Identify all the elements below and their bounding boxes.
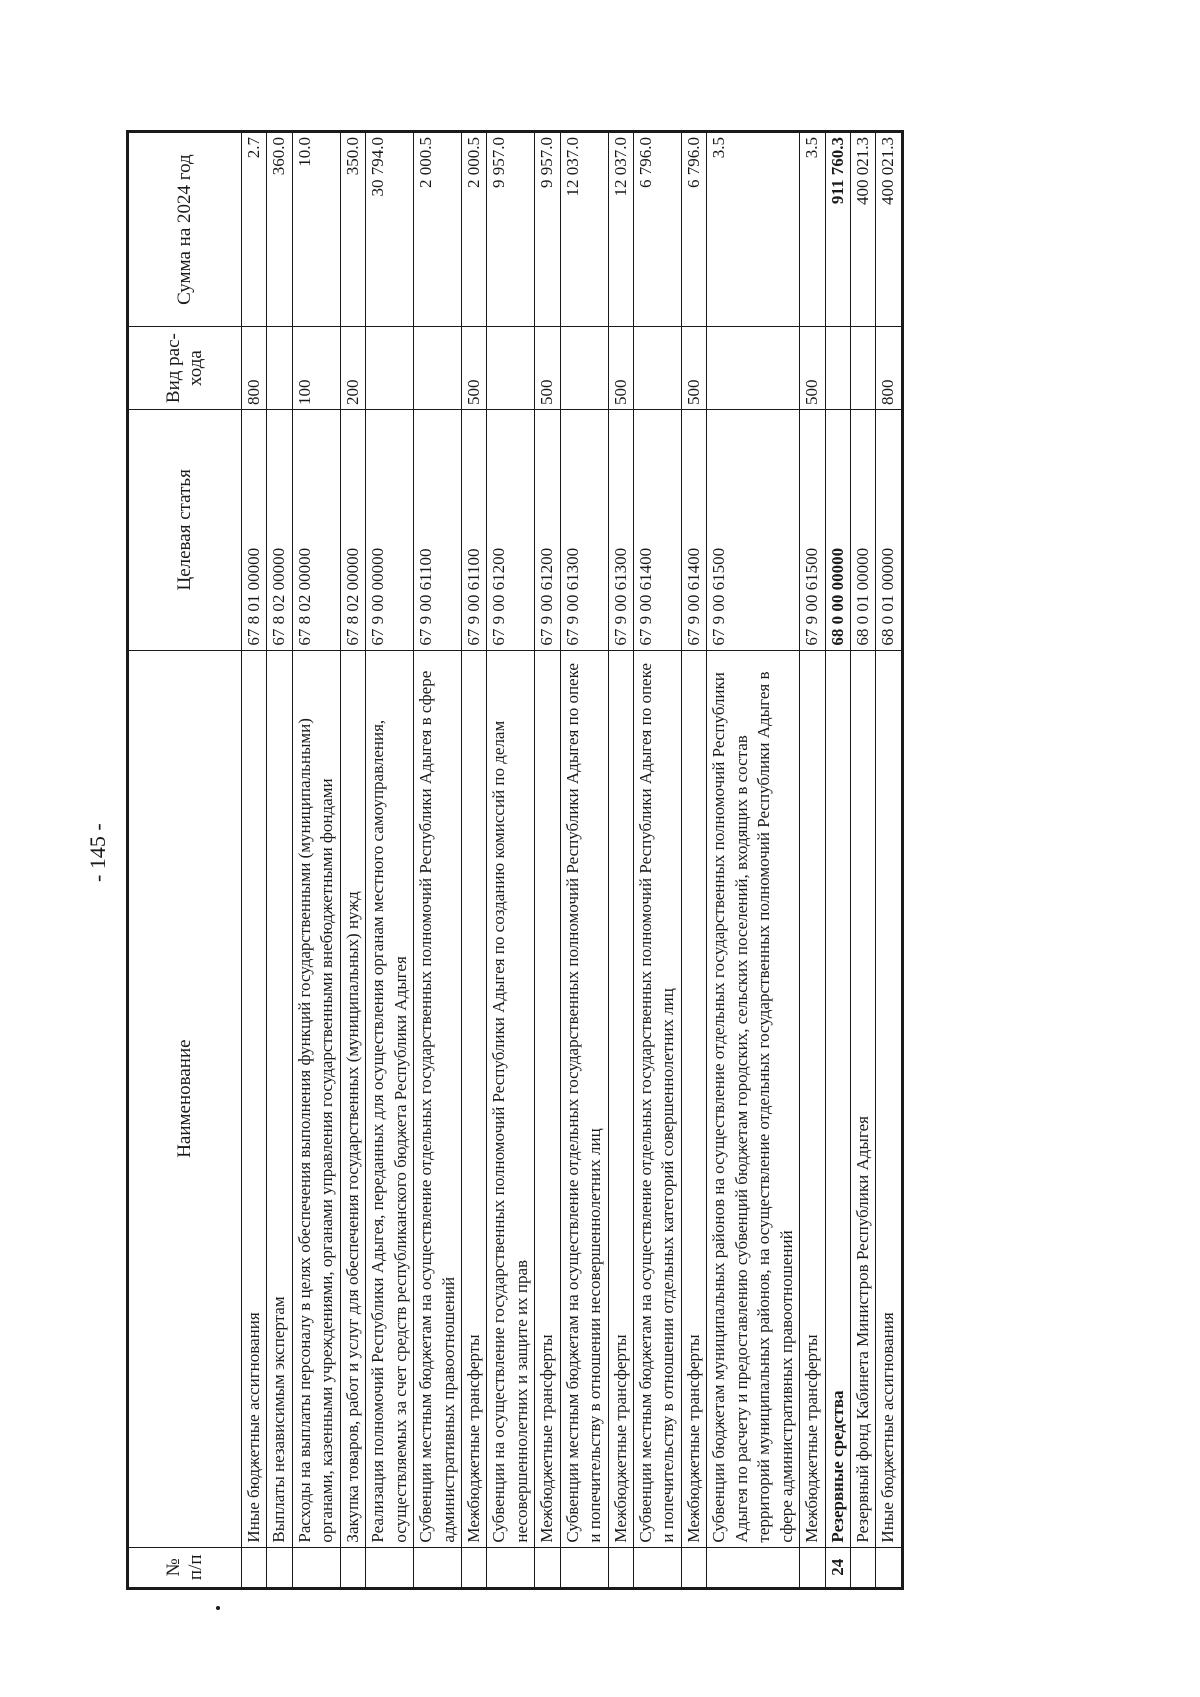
table-row <box>608 132 633 1589</box>
cell-article: 67 9 00 61300 <box>560 410 608 651</box>
table-row <box>707 132 800 1589</box>
table-row <box>800 132 825 1589</box>
cell-name: Межбюджетные трансферты <box>608 650 633 1547</box>
table-row <box>560 132 608 1589</box>
table-row <box>414 132 462 1589</box>
cell-num <box>267 1547 292 1588</box>
cell-article: 67 9 00 61100 <box>461 410 486 651</box>
cell-sum: 360.0 <box>267 132 292 327</box>
cell-name: Межбюджетные трансферты <box>800 650 825 1547</box>
cell-article: 67 9 00 61300 <box>608 410 633 651</box>
cell-num <box>461 1547 486 1588</box>
cell-vid <box>487 327 535 410</box>
table-row <box>825 132 850 1589</box>
cell-num <box>707 1547 800 1588</box>
cell-article: 67 9 00 61500 <box>707 410 800 651</box>
cell-vid <box>850 327 875 410</box>
table-header-row <box>128 132 242 1589</box>
cell-vid <box>366 327 414 410</box>
cell-sum: 9 957.0 <box>535 132 560 327</box>
cell-article: 67 9 00 61100 <box>414 410 462 651</box>
cell-name: Иные бюджетные ассигнования <box>876 650 902 1547</box>
cell-num <box>876 1547 902 1588</box>
cell-name: Реализация полномочий Республики Адыгея, переданных для осуществления органам местного самоуправления, осуществляемых за счет средств республиканского бюджета Республики Адыгея <box>366 650 414 1547</box>
cell-vid <box>707 327 800 410</box>
cell-num <box>242 1547 267 1588</box>
cell-name: Субвенции местным бюджетам на осуществление отдельных государственных полномочий Республики Адыгея в сфере административных правоотношений <box>414 650 462 1547</box>
cell-article: 67 9 00 00000 <box>366 410 414 651</box>
cell-name: Межбюджетные трансферты <box>535 650 560 1547</box>
cell-name: Межбюджетные трансферты <box>461 650 486 1547</box>
cell-vid <box>825 327 850 410</box>
cell-vid <box>634 327 682 410</box>
cell-name: Иные бюджетные ассигнования <box>242 650 267 1547</box>
cell-vid: 800 <box>242 327 267 410</box>
cell-article: 67 8 02 00000 <box>292 410 340 651</box>
cell-num <box>800 1547 825 1588</box>
cell-sum: 400 021.3 <box>876 132 902 327</box>
table-row <box>461 132 486 1589</box>
cell-name: Субвенции местным бюджетам на осуществление отдельных государственных полномочий Республики Адыгея по опеке и попечительству в отношении отдельных категорий совершеннолетних лиц <box>634 650 682 1547</box>
table-row <box>876 132 902 1589</box>
table-row <box>487 132 535 1589</box>
cell-sum: 3.5 <box>800 132 825 327</box>
table-row <box>340 132 365 1589</box>
table-row <box>634 132 682 1589</box>
cell-article: 67 8 01 00000 <box>242 410 267 651</box>
cell-name: Выплаты независимым экспертам <box>267 650 292 1547</box>
page-number: - 145 - <box>85 823 110 882</box>
cell-num <box>681 1547 706 1588</box>
cell-name: Резервный фонд Кабинета Министров Республики Адыгея <box>850 650 875 1547</box>
cell-num: 24 <box>825 1547 850 1588</box>
cell-article: 68 0 00 00000 <box>825 410 850 651</box>
cell-vid: 500 <box>608 327 633 410</box>
cell-sum: 6 796.0 <box>681 132 706 327</box>
cell-sum: 3.5 <box>707 132 800 327</box>
table-row <box>681 132 706 1589</box>
cell-article: 67 8 02 00000 <box>340 410 365 651</box>
cell-sum: 12 037.0 <box>608 132 633 327</box>
cell-article: 67 9 00 61200 <box>535 410 560 651</box>
cell-vid: 500 <box>681 327 706 410</box>
cell-sum: 12 037.0 <box>560 132 608 327</box>
cell-vid <box>560 327 608 410</box>
cell-sum: 2 000.5 <box>414 132 462 327</box>
budget-table-wrapper <box>126 130 904 1590</box>
cell-sum: 400 021.3 <box>850 132 875 327</box>
cell-article: 67 9 00 61500 <box>800 410 825 651</box>
cell-vid <box>414 327 462 410</box>
cell-name: Закупка товаров, работ и услуг для обеспечения государственных (муниципальных) нужд <box>340 650 365 1547</box>
cell-num <box>850 1547 875 1588</box>
cell-vid: 500 <box>535 327 560 410</box>
cell-name: Субвенции местным бюджетам на осуществление отдельных государственных полномочий Республики Адыгея по опеке и попечительству в отношении несовершеннолетних лиц <box>560 650 608 1547</box>
cell-sum: 2 000.5 <box>461 132 486 327</box>
header-name: Наименование <box>128 650 242 1547</box>
cell-num <box>634 1547 682 1588</box>
cell-vid: 500 <box>800 327 825 410</box>
table-row <box>292 132 340 1589</box>
cell-vid <box>267 327 292 410</box>
cell-name: Субвенции на осуществление государственных полномочий Республики Адыгея по созданию комиссий по делам несовершеннолетних и защите их прав <box>487 650 535 1547</box>
cell-article: 68 0 01 00000 <box>850 410 875 651</box>
cell-sum: 911 760.3 <box>825 132 850 327</box>
cell-num <box>535 1547 560 1588</box>
cell-vid: 500 <box>461 327 486 410</box>
cell-article: 68 0 01 00000 <box>876 410 902 651</box>
cell-article: 67 9 00 61200 <box>487 410 535 651</box>
cell-name: Расходы на выплаты персоналу в целях обеспечения выполнения функций государственными (муниципальными) органами, казенными учреждениями, органами управления государственными внебюджетными фондами <box>292 650 340 1547</box>
cell-vid: 100 <box>292 327 340 410</box>
header-sum: Сумма на 2024 год <box>128 132 242 327</box>
cell-num <box>414 1547 462 1588</box>
cell-article: 67 9 00 61400 <box>634 410 682 651</box>
cell-sum: 2.7 <box>242 132 267 327</box>
cell-sum: 30 794.0 <box>366 132 414 327</box>
cell-article: 67 9 00 61400 <box>681 410 706 651</box>
header-num: № п/п <box>128 1547 242 1588</box>
cell-sum: 6 796.0 <box>634 132 682 327</box>
table-row <box>850 132 875 1589</box>
table-body <box>242 132 903 1589</box>
cell-num <box>292 1547 340 1588</box>
cell-sum: 10.0 <box>292 132 340 327</box>
table-row <box>535 132 560 1589</box>
cell-article: 67 8 02 00000 <box>267 410 292 651</box>
budget-table <box>126 130 904 1590</box>
header-article: Целевая статья <box>128 410 242 651</box>
cell-name: Субвенции бюджетам муниципальных районов на осуществление отдельных государственных полномочий Республики Адыгея по расчету и предоставлению субвенций бюджетам городских, сельских поселений, входящих в состав территорий муниципальных районов, на осуществление отдельных государственных полномочий Республики Адыгея в сфере административных правоотношений <box>707 650 800 1547</box>
cell-vid: 800 <box>876 327 902 410</box>
cell-num <box>366 1547 414 1588</box>
cell-num <box>608 1547 633 1588</box>
cell-num <box>487 1547 535 1588</box>
cell-name: Резервные средства <box>825 650 850 1547</box>
table-row <box>366 132 414 1589</box>
cell-name: Межбюджетные трансферты <box>681 650 706 1547</box>
cell-num <box>560 1547 608 1588</box>
cell-vid: 200 <box>340 327 365 410</box>
header-vid: Вид рас- хода <box>128 327 242 410</box>
margin-dot <box>216 1606 220 1610</box>
cell-sum: 350.0 <box>340 132 365 327</box>
cell-num <box>340 1547 365 1588</box>
cell-sum: 9 957.0 <box>487 132 535 327</box>
table-row <box>267 132 292 1589</box>
table-row <box>242 132 267 1589</box>
